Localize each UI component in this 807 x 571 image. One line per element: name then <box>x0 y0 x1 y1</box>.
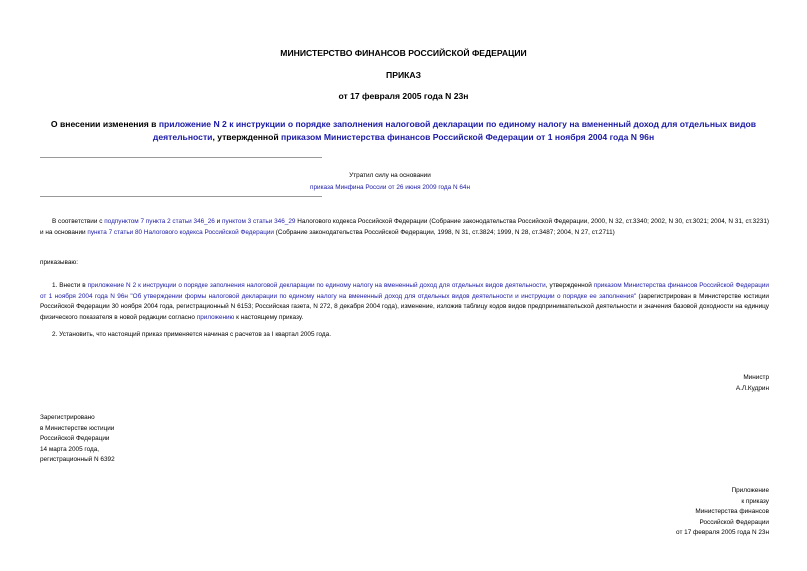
date-number-heading: от 17 февраля 2005 года N 23н <box>338 91 469 101</box>
doc-type-heading: ПРИКАЗ <box>386 70 421 80</box>
divider-top <box>40 157 322 158</box>
registration-line: регистрационный N 6392 <box>40 456 115 464</box>
item-1-paragraph <box>40 281 769 323</box>
item-2-text: 2. Установить, что настоящий приказ применяется начиная с расчетов за I квартал 2005 года. <box>52 331 331 338</box>
registration-line: 14 марта 2005 года, <box>40 445 100 453</box>
ministry-heading: МИНИСТЕРСТВО ФИНАНСОВ РОССИЙСКОЙ ФЕДЕРАЦИИ <box>280 48 527 58</box>
title-link-appendix[interactable]: приложение N 2 к инструкции о порядке заполнения налоговой декларации по единому налогу на вмененный доход для отдельных видов деятельности <box>152 119 757 142</box>
item-1-text-3: (зарегистрирован в Министерстве юстиции Российской Федерации 30 ноября 2004 года, регистрационный N 6153; Российская газета, N 272, 8 декабря 2004 года), изменение, изложив таблицу кодов видов предпринимательской деятельности и значения базовой доходности на единицу физического показателя в новой редакции согласно <box>40 292 769 321</box>
preamble-paragraph <box>40 217 769 238</box>
item-1-text-1: 1. Внести в <box>52 282 88 289</box>
document-title <box>36 118 771 144</box>
registration-line: Российской Федерации <box>40 435 110 443</box>
preamble-text-1: В соответствии с <box>52 218 105 225</box>
item-1-link-3[interactable]: приложению <box>196 313 235 321</box>
item-1-link-1[interactable]: приложение N 2 к инструкции о порядке заполнения налоговой декларации по единому налогу на вмененный доход для отдельных видов деятельности <box>87 282 546 289</box>
title-link-order[interactable]: приказом Министерства финансов Российской Федерации от 1 ноября 2004 года N 96н <box>281 132 655 142</box>
item-1-link-2[interactable]: приказом Министерства финансов Российской Федерации от 1 ноября 2004 года N 96н "Об утверждении формы налоговой декларации по единому налогу на вмененный доход для отдельных видов деятельности и инструкции о порядке ее заполнения" <box>40 282 769 300</box>
preamble-text-4: (Собрание законодательства Российской Федерации, 1998, N 31, ст.3824; 1999, N 28, ст.3487; 2004, N 27, ст.2711) <box>274 228 615 236</box>
signature-position: Министр <box>743 374 769 381</box>
preamble-text-2: и <box>214 218 223 225</box>
preamble-link-1[interactable]: подпунктом 7 пункта 2 статьи 346_26 <box>104 218 215 225</box>
preamble-link-3[interactable]: пункта 7 статьи 80 Налогового кодекса Российской Федерации <box>87 228 274 236</box>
preamble-link-2[interactable]: пунктом 3 статьи 346_29 <box>222 218 296 225</box>
lost-force-note <box>300 170 480 194</box>
title-text-1: О внесении изменения в <box>50 119 159 129</box>
title-text-2: , утвержденной <box>212 132 282 142</box>
appendix-line: Приложение <box>731 487 769 494</box>
signature-block <box>736 373 769 394</box>
registration-block <box>40 413 115 466</box>
item-1-text-2: , утвержденной <box>545 282 594 289</box>
item-2-paragraph <box>40 330 769 341</box>
signature-name: А.Л.Кудрин <box>735 384 769 392</box>
item-1-text-4: к настоящему приказу. <box>234 313 304 321</box>
registration-line: Зарегистрировано <box>40 414 95 421</box>
preamble-text-3: Налогового кодекса Российской Федерации (Собрание законодательства Российской Федерации, 2000, N 32, ст.3340; 2002, N 30, ст.3021; 2004, N 31, ст.3231) и на основании <box>40 218 770 236</box>
appendix-line: от 17 февраля 2005 года N 23н <box>676 529 769 537</box>
appendix-block <box>676 486 769 539</box>
lost-force-text: Утратил силу на основании <box>349 172 431 179</box>
lost-force-link[interactable]: приказа Минфина России от 26 июня 2009 года N 64н <box>309 184 471 191</box>
appendix-line: к приказу <box>741 497 769 505</box>
appendix-line: Российской Федерации <box>699 518 769 526</box>
divider-bottom <box>40 196 322 197</box>
registration-line: в Министерстве юстиции <box>40 424 115 432</box>
appendix-line: Министерства финансов <box>695 508 769 516</box>
order-word: приказываю: <box>40 259 78 266</box>
